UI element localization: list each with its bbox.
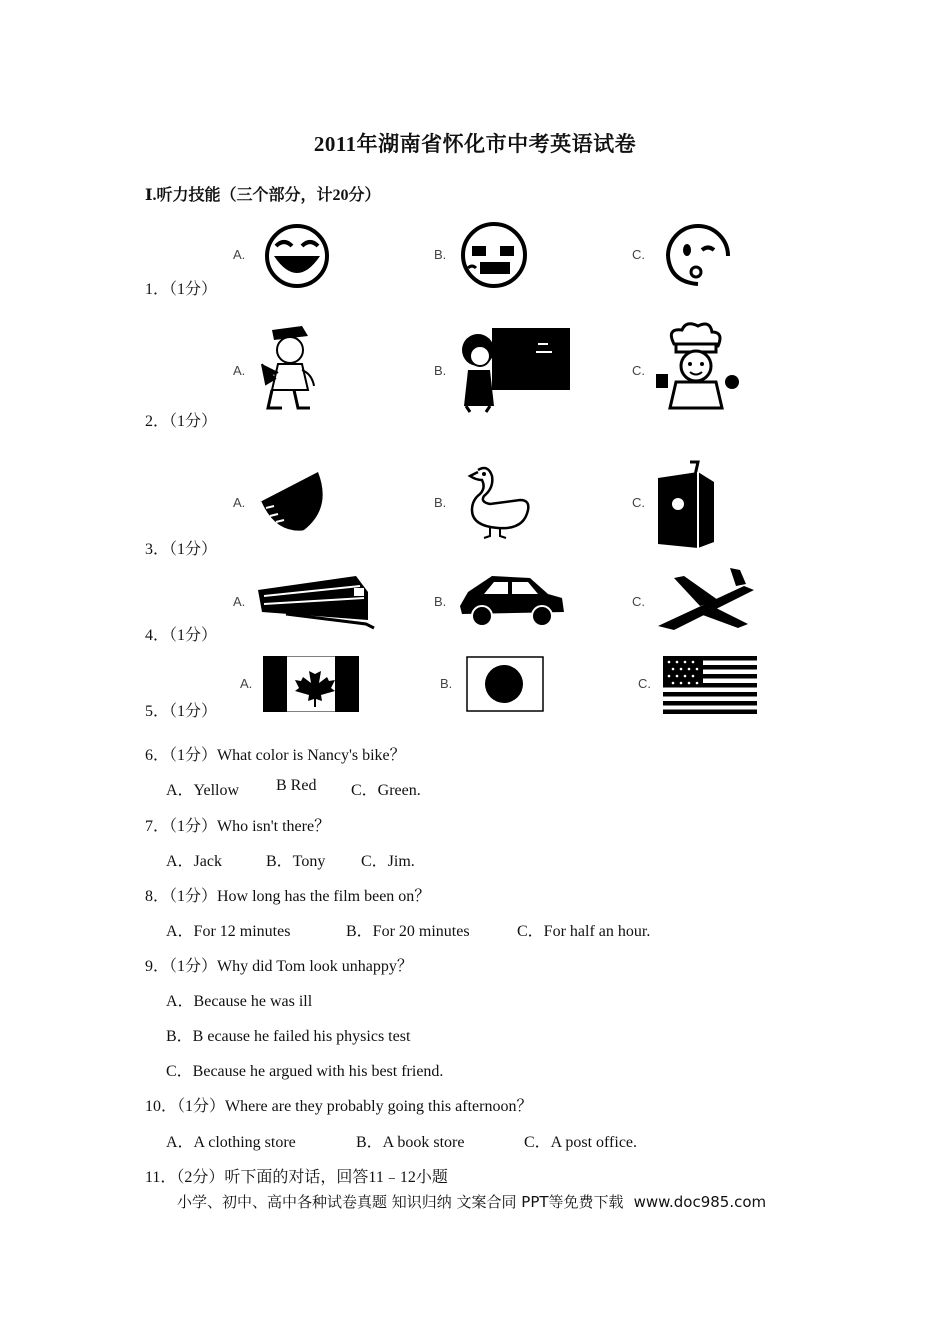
question-4-number: 4．（1分） xyxy=(145,627,218,644)
watermelon-slice-icon xyxy=(256,468,328,536)
q9-option-c: C．Because he argued with his best friend. xyxy=(166,1063,444,1080)
option-letter: B. xyxy=(434,495,447,510)
option-letter: B. xyxy=(434,247,447,262)
option-letter: C. xyxy=(632,495,645,510)
airplane-icon xyxy=(654,566,758,638)
q10-option-c: C．A post office. xyxy=(524,1134,638,1151)
option-letter: A. xyxy=(233,247,246,262)
question-7: 7．（1分）Who isn't there？ xyxy=(145,818,331,835)
option-letter: B. xyxy=(440,676,453,691)
option-letter: C. xyxy=(632,594,645,609)
usa-flag-icon xyxy=(663,656,757,714)
question-9: 9．（1分）Why did Tom look unhappy？ xyxy=(145,958,413,975)
q6-option-a: A．Yellow xyxy=(166,782,240,799)
question-10: 10．（1分）Where are they probably going this afternoon？ xyxy=(145,1098,533,1115)
option-letter: B. xyxy=(434,594,447,609)
frowning-face-icon xyxy=(458,222,530,288)
q7-option-a: A．Jack xyxy=(166,853,222,870)
option-letter: C. xyxy=(632,247,645,262)
footer xyxy=(177,1191,766,1212)
question-6: 6．（1分）What color is Nancy's bike？ xyxy=(145,747,406,764)
q10-option-b: B．A book store xyxy=(356,1134,465,1151)
q9-option-b: B．B ecause he failed his physics test xyxy=(166,1028,411,1045)
question-5-number: 5．（1分） xyxy=(145,703,218,720)
q8-option-b: B．For 20 minutes xyxy=(346,923,470,940)
question-1-number: 1．（1分） xyxy=(145,281,218,298)
q6-option-c: C．Green. xyxy=(351,782,421,799)
option-letter: B. xyxy=(434,363,447,378)
question-2-number: 2．（1分） xyxy=(145,413,218,430)
option-letter: A. xyxy=(233,495,246,510)
question-3-number: 3．（1分） xyxy=(145,541,218,558)
duck-icon xyxy=(456,462,536,542)
dancer-girl-icon xyxy=(254,324,328,414)
footer-text: 小学、初中、高中各种试卷真题 知识归纳 文案合同 PPT等免费下载 xyxy=(177,1193,624,1211)
option-letter: A. xyxy=(240,676,253,691)
option-letter: A. xyxy=(233,594,246,609)
q8-option-a: A．For 12 minutes xyxy=(166,923,291,940)
chef-icon xyxy=(650,322,742,414)
laughing-face-icon xyxy=(262,224,332,288)
q6-option-b: B Red xyxy=(276,777,317,794)
page-title: 2011年湖南省怀化市中考英语试卷 xyxy=(313,132,637,156)
canada-flag-icon xyxy=(263,656,359,712)
q7-option-c: C．Jim. xyxy=(361,853,415,870)
q9-option-a: A．Because he was ill xyxy=(166,993,313,1010)
question-8: 8．（1分）How long has the film been on？ xyxy=(145,888,431,905)
option-letter: C. xyxy=(638,676,651,691)
car-icon xyxy=(458,572,566,628)
winking-face-icon xyxy=(662,222,732,288)
footer-link[interactable]: www.doc985.com xyxy=(633,1193,767,1211)
section-heading: Ⅰ.听力技能（三个部分，计20分） xyxy=(145,187,381,204)
question-11: 11．（2分）听下面的对话，回答11﹣12小题 xyxy=(145,1169,448,1186)
q8-option-c: C．For half an hour. xyxy=(517,923,651,940)
train-icon xyxy=(256,570,376,632)
q10-option-a: A．A clothing store xyxy=(166,1134,296,1151)
teacher-at-blackboard-icon xyxy=(456,326,572,414)
japan-flag-icon xyxy=(466,656,544,712)
option-letter: C. xyxy=(632,363,645,378)
option-letter: A. xyxy=(233,363,246,378)
juice-box-icon xyxy=(654,460,718,550)
q7-option-b: B．Tony xyxy=(266,853,326,870)
